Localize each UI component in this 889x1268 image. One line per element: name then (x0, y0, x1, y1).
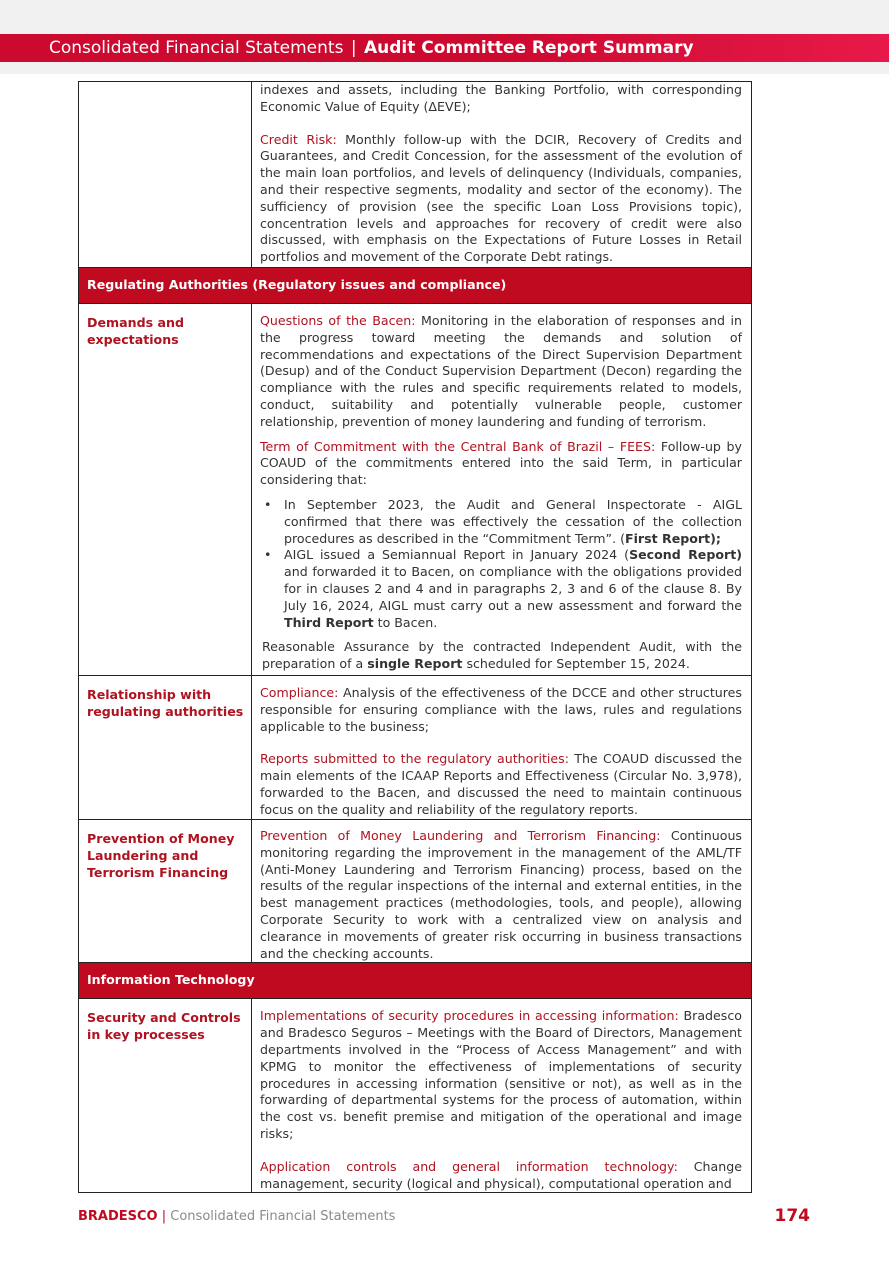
section-regulating-authorities: Regulating Authorities (Regulatory issues and compliance) (79, 268, 752, 304)
table-row (79, 676, 752, 820)
aml-heading: Prevention of Money Laundering and Terrorism Financing: (260, 828, 661, 843)
paragraph-access-security (260, 1008, 742, 1142)
regulatory-reports-heading: Reports submitted to the regulatory authorities: (260, 751, 569, 767)
access-security-heading: Implementations of security procedures in accessing information: (260, 1008, 679, 1024)
header-underlay (0, 62, 889, 74)
paragraph-regulatory-reports (260, 751, 742, 818)
page-number: 174 (774, 1206, 810, 1226)
header-separator: | (350, 38, 357, 58)
compliance-text: Analysis of the effectiveness of the DCCE and other structures responsible for ensuring compliance with the laws, rules and regulations applicable to the business; (260, 685, 742, 734)
row-content-relationship (252, 676, 752, 820)
list-item-text: to Bacen. (373, 614, 438, 630)
term-commitment-text: Follow-up by COAUD of the commitments entered into the said Term, in particular considering that: (260, 438, 743, 488)
commitment-list (260, 497, 742, 631)
credit-risk-text: Monthly follow-up with the DCIR, Recovery of Credits and Guarantees, and Credit Concession, for the assessment of the evolution of the main loan portfolios, and levels of delinquency (Individuals, companies, and their respective segments, modality and sector of the economy). The sufficiency of provision (see the specific Loan Loss Provisions topic), concentration levels and approaches for recovery of credit were also discussed, with emphasis on the Expectations of Future Losses in Retail portfolios and movement of the Corporate Debt ratings. (260, 131, 742, 265)
row-label-prevention: Prevention of Money Laundering and Terrorism Financing (79, 820, 252, 963)
top-margin-bar (0, 0, 889, 34)
term-commitment-heading: Term of Commitment with the Central Bank of Brazil – FEES: (260, 438, 656, 454)
access-security-text: Bradesco and Bradesco Seguros – Meetings with the Board of Directors, Management departments involved in the “Process of Access Management” and with KPMG to monitor the effectiveness of implementations of security procedures in accessing information (sensitive or not), as well as in the forwarding of departmental systems for the process of automation, within the cost vs. benefit premise and mitigation of the operational and image risks; (260, 1008, 742, 1141)
bacen-questions-text: Monitoring in the elaboration of responses and in the progress toward meeting the demands and solution of recommendations and expectations of the Direct Supervision Department (Desup) and of the Conduct Supervision Department (Decon) regarding the compliance with the rules and specific requirements related to models, conduct, suitability and potentially vulnerable people, customer relationship, prevention of money laundering and funding of terrorism. (260, 313, 742, 429)
section-information-technology: Information Technology (79, 963, 752, 999)
first-report-strong: First Report); (625, 530, 721, 546)
compliance-heading: Compliance: (260, 685, 339, 700)
row-content-prevention (252, 820, 752, 963)
application-controls-text: Change management, security (logical and physical), computational operation and (260, 1158, 742, 1191)
single-report-strong: single Report (367, 656, 463, 672)
paragraph-term-commitment (260, 439, 742, 489)
section-header-row (79, 963, 752, 999)
table-row (79, 999, 752, 1193)
second-report-strong: Second Report) (629, 547, 742, 563)
bacen-questions-heading: Questions of the Bacen: (260, 313, 416, 328)
section-header-row (79, 268, 752, 304)
table-row (79, 304, 752, 676)
list-item (260, 547, 742, 631)
paragraph-compliance (260, 685, 742, 735)
credit-risk-heading: Credit Risk: (260, 131, 337, 147)
row-content-demands (252, 304, 752, 676)
footer-separator: | (161, 1209, 167, 1224)
table-row (79, 82, 752, 268)
list-item-text: In September 2023, the Audit and General Inspectorate - AIGL confirmed that there was effectively the cessation of the collection procedures as described in the “Commitment Term”. ( (284, 496, 742, 546)
paragraph-aml (260, 828, 742, 962)
header-section: Consolidated Financial Statements (49, 38, 344, 58)
row-label-empty (79, 82, 252, 268)
footer (78, 1208, 395, 1226)
row-label-demands: Demands and expectations (79, 304, 252, 676)
header-banner (0, 34, 889, 62)
paragraph-credit-risk (260, 132, 742, 266)
list-item (260, 497, 742, 547)
header-title: Audit Committee Report Summary (363, 38, 694, 58)
report-table (78, 81, 752, 1193)
footer-brand: BRADESCO (78, 1209, 158, 1224)
row-label-relationship: Relationship with regulating authorities (79, 676, 252, 820)
paragraph-eve: indexes and assets, including the Banking Portfolio, with corresponding Economic Value of Equity (ΔEVE); (260, 82, 742, 114)
paragraph-reasonable-assurance (260, 639, 742, 673)
footer-document-name: Consolidated Financial Statements (170, 1209, 396, 1224)
table-row (79, 820, 752, 963)
third-report-strong: Third Report (284, 614, 374, 630)
list-item-text: AIGL issued a Semiannual Report in January 2024 ( (284, 547, 630, 563)
aml-text: Continuous monitoring regarding the improvement in the management of the AML/TF (Anti-Money Laundering and Terrorism Financing) process, based on the results of the regular inspections of the internal and external entities, in the best management practices (methodologies, tools, and people), allowing Corporate Security to work with a centralized view on analysis and clearance in movements of greater risk occurring in business transactions and the checking accounts. (260, 828, 742, 961)
row-label-security: Security and Controls in key processes (79, 999, 252, 1193)
assurance-text-end: scheduled for September 15, 2024. (462, 656, 690, 672)
paragraph-bacen-questions (260, 313, 742, 431)
application-controls-heading: Application controls and general information technology: (260, 1158, 678, 1174)
row-content-security (252, 999, 752, 1193)
row-content-credit-risk (252, 82, 752, 268)
regulatory-reports-text: The COAUD discussed the main elements of the ICAAP Reports and Effectiveness (Circular No. 3,978), forwarded to the Bacen, and discussed the need to maintain continuous focus on the quality and reliability of the regulatory reports. (260, 751, 742, 817)
assurance-text: Reasonable Assurance by the contracted Independent Audit, with the preparation of a (262, 639, 742, 672)
list-item-text: and forwarded it to Bacen, on compliance with the obligations provided for in clauses 2 and 4 and in paragraphs 2, 3 and 6 of the clause 8. By July 16, 2024, AIGL must carry out a new assessment and forward the (284, 564, 742, 613)
paragraph-application-controls (260, 1159, 742, 1193)
